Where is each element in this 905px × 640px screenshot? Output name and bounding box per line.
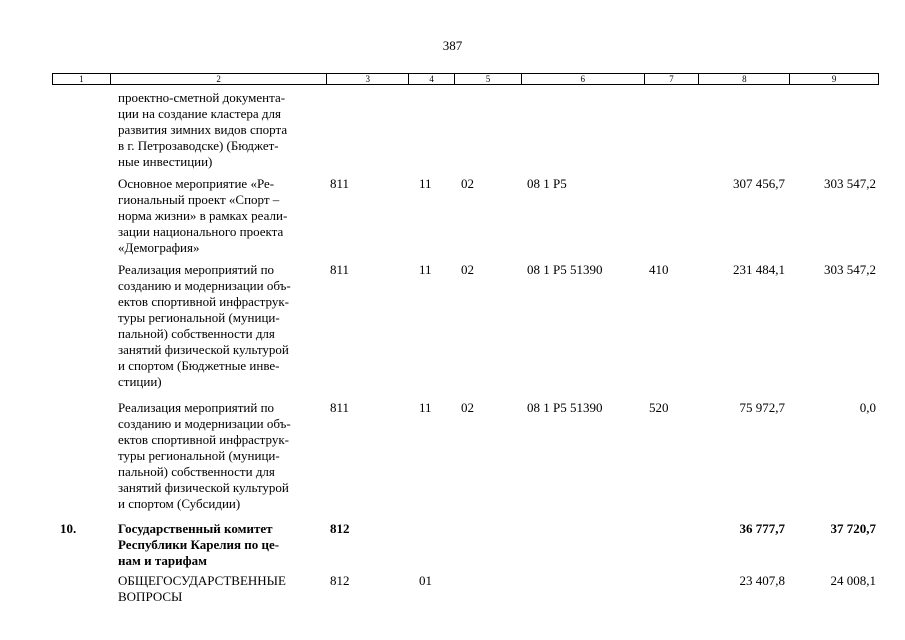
target-article-code: 08 1 P5 51390 <box>527 400 603 415</box>
column-header-3: 3 <box>327 74 409 84</box>
table-header-row <box>52 73 879 85</box>
expense-type-code: 520 <box>649 400 669 415</box>
description-line: Основное мероприятие «Ре- <box>118 176 275 191</box>
description-line: и спортом (Субсидии) <box>118 496 241 511</box>
description-line: занятий физической культурой <box>118 480 289 495</box>
description-line: «Демография» <box>118 240 200 255</box>
amount-col9: 0,0 <box>859 400 876 415</box>
description-line: в г. Петрозаводске) (Бюджет- <box>118 138 279 153</box>
target-article-code: 08 1 P5 51390 <box>527 262 603 277</box>
amount-col9: 303 547,2 <box>824 176 876 191</box>
target-article-code: 08 1 P5 <box>527 176 567 191</box>
description-line: ные инвестиции) <box>118 154 213 169</box>
ministry-code: 811 <box>330 400 350 415</box>
amount-col9: 37 720,7 <box>830 521 876 536</box>
description-line: развития зимних видов спорта <box>118 122 288 137</box>
ministry-code: 812 <box>330 521 350 536</box>
description-line: Реализация мероприятий по <box>118 262 275 277</box>
description-line: ектов спортивной инфраструк- <box>118 432 289 447</box>
row-description <box>118 400 330 512</box>
description-line: Республики Карелия по це- <box>118 537 280 552</box>
row-description <box>118 176 330 256</box>
description-line: занятий физической культурой <box>118 342 289 357</box>
description-line: Реализация мероприятий по <box>118 400 275 415</box>
section-code: 11 <box>419 176 432 191</box>
column-header-6: 6 <box>522 74 645 84</box>
amount-col9: 303 547,2 <box>824 262 876 277</box>
description-line: пальной) собственности для <box>118 326 275 341</box>
description-line: проектно-сметной документа- <box>118 90 286 105</box>
column-header-1: 1 <box>53 74 111 84</box>
section-code: 01 <box>419 573 432 588</box>
amount-col9: 24 008,1 <box>830 573 876 588</box>
row-description <box>118 90 330 170</box>
ministry-code: 811 <box>330 262 350 277</box>
description-line: нам и тарифам <box>118 553 207 568</box>
description-line: ВОПРОСЫ <box>118 589 183 604</box>
column-header-2: 2 <box>111 74 327 84</box>
subsection-code: 02 <box>461 400 474 415</box>
ministry-code: 811 <box>330 176 350 191</box>
description-line: ции на создание кластера для <box>118 106 281 121</box>
amount-col8: 231 484,1 <box>733 262 785 277</box>
subsection-code: 02 <box>461 176 474 191</box>
description-line: Государственный комитет <box>118 521 273 536</box>
description-line: гиональный проект «Спорт – <box>118 192 280 207</box>
description-line: стиции) <box>118 374 162 389</box>
amount-col8: 36 777,7 <box>739 521 785 536</box>
row-description <box>118 262 330 390</box>
description-line: пальной) собственности для <box>118 464 275 479</box>
description-line: и спортом (Бюджетные инве- <box>118 358 280 373</box>
description-line: норма жизни» в рамках реали- <box>118 208 288 223</box>
description-line: ектов спортивной инфраструк- <box>118 294 289 309</box>
column-header-5: 5 <box>455 74 522 84</box>
amount-col8: 307 456,7 <box>733 176 785 191</box>
description-line: ОБЩЕГОСУДАРСТВЕННЫЕ <box>118 573 286 588</box>
description-line: созданию и модернизации объ- <box>118 416 291 431</box>
description-line: туры региональной (муници- <box>118 448 280 463</box>
description-line: туры региональной (муници- <box>118 310 280 325</box>
column-header-9: 9 <box>831 74 837 84</box>
amount-col8: 23 407,8 <box>739 573 785 588</box>
row-number: 10. <box>60 521 77 536</box>
column-header-8: 8 <box>699 74 790 84</box>
row-description <box>118 573 330 605</box>
subsection-code: 02 <box>461 262 474 277</box>
page-number: 387 <box>442 38 463 53</box>
description-line: созданию и модернизации объ- <box>118 278 291 293</box>
column-header-7: 7 <box>645 74 700 84</box>
column-header-4: 4 <box>409 74 455 84</box>
expense-type-code: 410 <box>649 262 669 277</box>
section-code: 11 <box>419 262 432 277</box>
row-description <box>118 521 330 569</box>
section-code: 11 <box>419 400 432 415</box>
description-line: зации национального проекта <box>118 224 284 239</box>
ministry-code: 812 <box>330 573 350 588</box>
amount-col8: 75 972,7 <box>739 400 785 415</box>
